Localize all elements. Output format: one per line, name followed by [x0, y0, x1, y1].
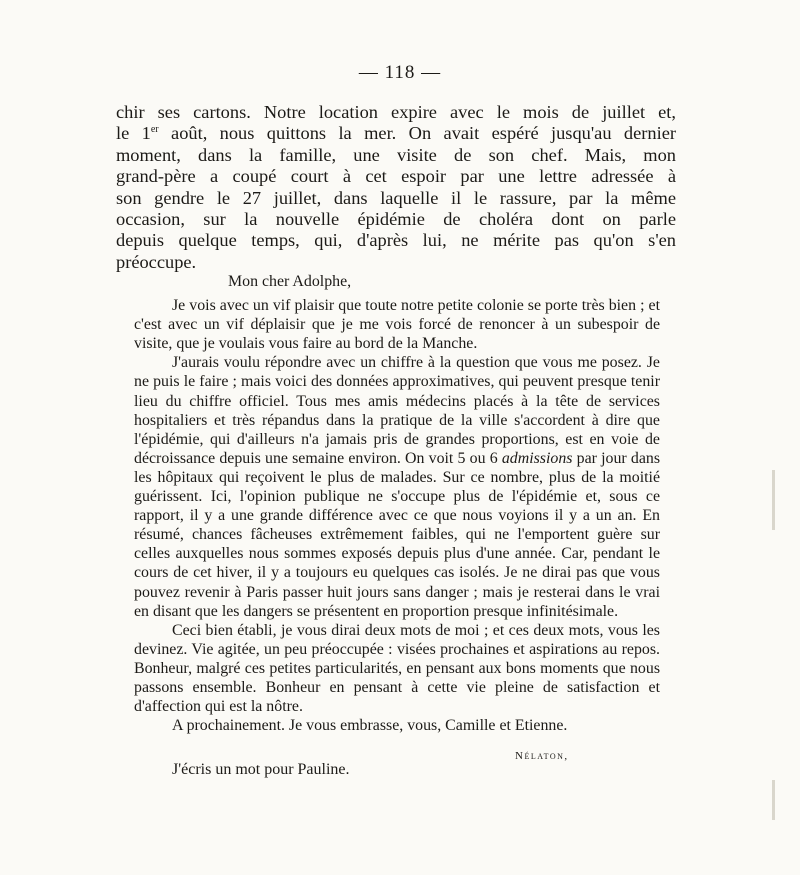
letter-paragraph: Je vois avec un vif plaisir que toute notre petite colonie se porte très bien ; et c'est avec un vif déplaisir que je me vois forcé de renoncer à un subespoir de visite, que je voulais vous faire au bord de la Manche. — [134, 297, 660, 353]
intro-line: occasion, sur la nouvelle épidémie de choléra dont on parle — [116, 209, 676, 230]
intro-line: chir ses cartons. Notre location expire avec le mois de juillet et, — [116, 102, 676, 122]
scan-edge-mark — [772, 780, 775, 820]
page-number: — 118 — — [358, 62, 442, 83]
letter-salutation: Mon cher Adolphe, — [228, 273, 352, 290]
scan-edge-mark — [772, 470, 775, 530]
letter-signature: Nélaton, — [515, 750, 569, 762]
intro-paragraph — [116, 102, 676, 273]
ordinal-superscript: er — [150, 124, 159, 136]
intro-line: le 1er août, nous quittons la mer. On avait espéré jusqu'au dernier — [116, 123, 676, 144]
letter-closing: A prochainement. Je vous embrasse, vous, Camille et Etienne. — [172, 717, 568, 735]
intro-line: grand-père a coupé court à cet espoir par une lettre adressée à — [116, 166, 676, 187]
intro-line: son gendre le 27 juillet, dans laquelle il le rassure, par la même — [116, 187, 676, 208]
intro-line: moment, dans la famille, une visite de son chef. Mais, mon — [116, 144, 676, 165]
letter-paragraph: J'aurais voulu répondre avec un chiffre à la question que vous me posez. Je ne puis le faire ; mais voici des données approximatives, qui peuvent presque tenir lieu du chiffre officiel. Tous mes amis médecins placés à la tête de services hospitaliers et très répandus dans la pratique de la ville s'accordent à dire que l'épidémie, qui d'ailleurs n'a jamais pris de grandes proportions, est en voie de décroissance depuis une semaine environ. On voit 5 ou 6 admissions par jour dans les hôpitaux qui reçoivent le plus de malades. Sur ce nombre, plus de la moitié guérissent. Ici, l'opinion publique ne s'occupe plus de l'épidémie et, sous ce rapport, il y a une grande différence avec ce que nous voyions il y a un an. En résumé, chances fâcheuses extrêmement faibles, qui ne l'emportent guère sur celles auxquelles nous sommes exposés depuis plus d'une année. Car, pendant le cours de cet hiver, il y a toujours eu quelques cas isolés. Je ne dirai pas que vous pouvez revenir à Paris passer huit jours sans danger ; mais je resterai dans le vrai en disant que les dangers se présentent en proportion presque infinitésimale. — [134, 354, 660, 620]
quoted-letter — [134, 272, 660, 735]
emphasis-admissions: admissions — [501, 449, 573, 467]
letter-paragraph: Ceci bien établi, je vous dirai deux mots de moi ; et ces deux mots, vous les devinez. Vie agitée, un peu préoccupée : visées prochaines et aspirations au repos. Bonheur, malgré ces petites particularités, en pensant aux bons moments que nous passons ensemble. Bonheur en pensant à cette vie pleine de satisfaction et d'affection qui est la nôtre. — [134, 621, 660, 716]
intro-line: depuis quelque temps, qui, d'après lui, ne mérite pas qu'on s'en — [116, 230, 676, 251]
intro-line: préoccupe. — [116, 251, 197, 272]
letter-postscript: J'écris un mot pour Pauline. — [172, 761, 350, 778]
